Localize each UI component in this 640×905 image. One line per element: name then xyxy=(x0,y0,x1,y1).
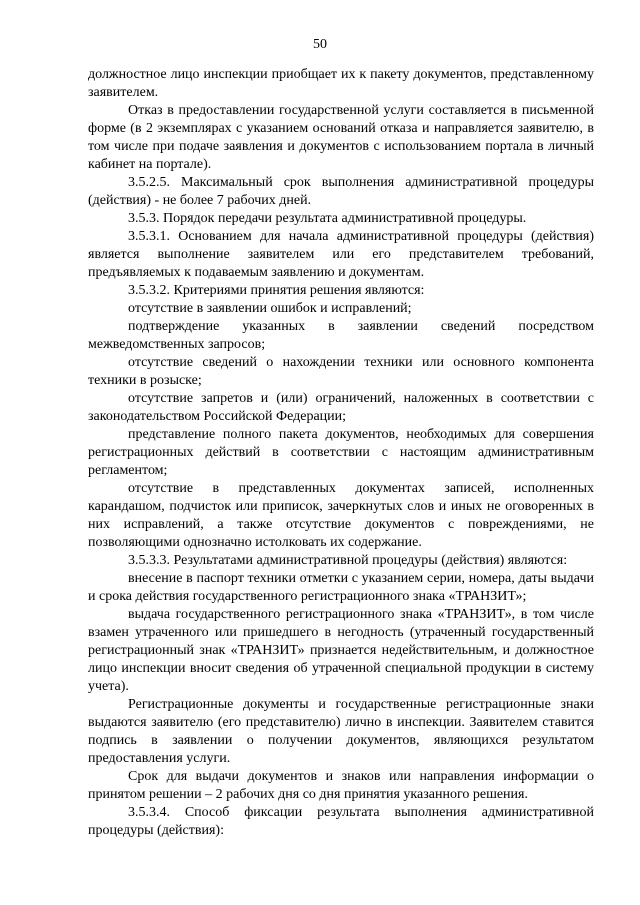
paragraph: 3.5.3. Порядок передачи результата административной процедуры. xyxy=(128,211,527,226)
page-number: 50 xyxy=(313,37,327,52)
paragraph: Регистрационные документы и государственные регистрационные знаки выдаются заявителю (его представителю) лично в инспекции. Заявителем ставится подпись в заявлении о получении документов, являющихся результатом предоставления услуги. xyxy=(88,697,594,766)
paragraph: 3.5.3.3. Результатами административной процедуры (действия) являются: xyxy=(128,553,568,568)
paragraph: отсутствие сведений о нахождении техники или основного компонента техники в розыске; xyxy=(88,355,594,388)
body-text xyxy=(88,66,594,840)
paragraph: Отказ в предоставлении государственной услуги составляется в письменной форме (в 2 экземплярах с указанием оснований отказа и направляется заявителю, в том числе при подаче заявления и документов с использованием портала в личный кабинет на портале). xyxy=(88,103,594,172)
paragraph: 3.5.3.1. Основанием для начала административной процедуры (действия) является выполнение заявителем или его представителем требований, предъявляемых к подаваемым заявлению и документам. xyxy=(88,229,594,280)
paragraph: выдача государственного регистрационного знака «ТРАНЗИТ», в том числе взамен утраченного или пришедшего в негодность (утраченный государственный регистрационный знак «ТРАНЗИТ» признается недействительным, и должностное лицо инспекции вносит сведения об утраченной специальной продукции в систему учета). xyxy=(88,607,594,694)
paragraph: представление полного пакета документов, необходимых для совершения регистрационных действий в соответствии с настоящим административным регламентом; xyxy=(88,427,594,478)
paragraph: 3.5.3.4. Способ фиксации результата выполнения административной процедуры (действия): xyxy=(88,805,594,838)
paragraph: должностное лицо инспекции приобщает их к пакету документов, представленному заявителем. xyxy=(88,67,594,100)
paragraph: подтверждение указанных в заявлении сведений посредством межведомственных запросов; xyxy=(88,319,594,352)
paragraph: 3.5.2.5. Максимальный срок выполнения административной процедуры (действия) - не более 7 рабочих дней. xyxy=(88,175,594,208)
paragraph: 3.5.3.2. Критериями принятия решения являются: xyxy=(128,283,425,298)
paragraph: внесение в паспорт техники отметки с указанием серии, номера, даты выдачи и срока действия государственного регистрационного знака «ТРАНЗИТ»; xyxy=(88,571,594,604)
paragraph: Срок для выдачи документов и знаков или направления информации о принятом решении – 2 рабочих дня со дня принятия указанного решения. xyxy=(88,769,594,802)
paragraph: отсутствие в представленных документах записей, исполненных карандашом, подчисток или приписок, зачеркнутых слов и иных не оговоренных в них исправлений, а также отсутствие документов с повреждениями, не позволяющими однозначно истолковать их содержание. xyxy=(88,481,594,550)
paragraph: отсутствие запретов и (или) ограничений, наложенных в соответствии с законодательством Российской Федерации; xyxy=(88,391,594,424)
paragraph: отсутствие в заявлении ошибок и исправлений; xyxy=(128,301,412,316)
